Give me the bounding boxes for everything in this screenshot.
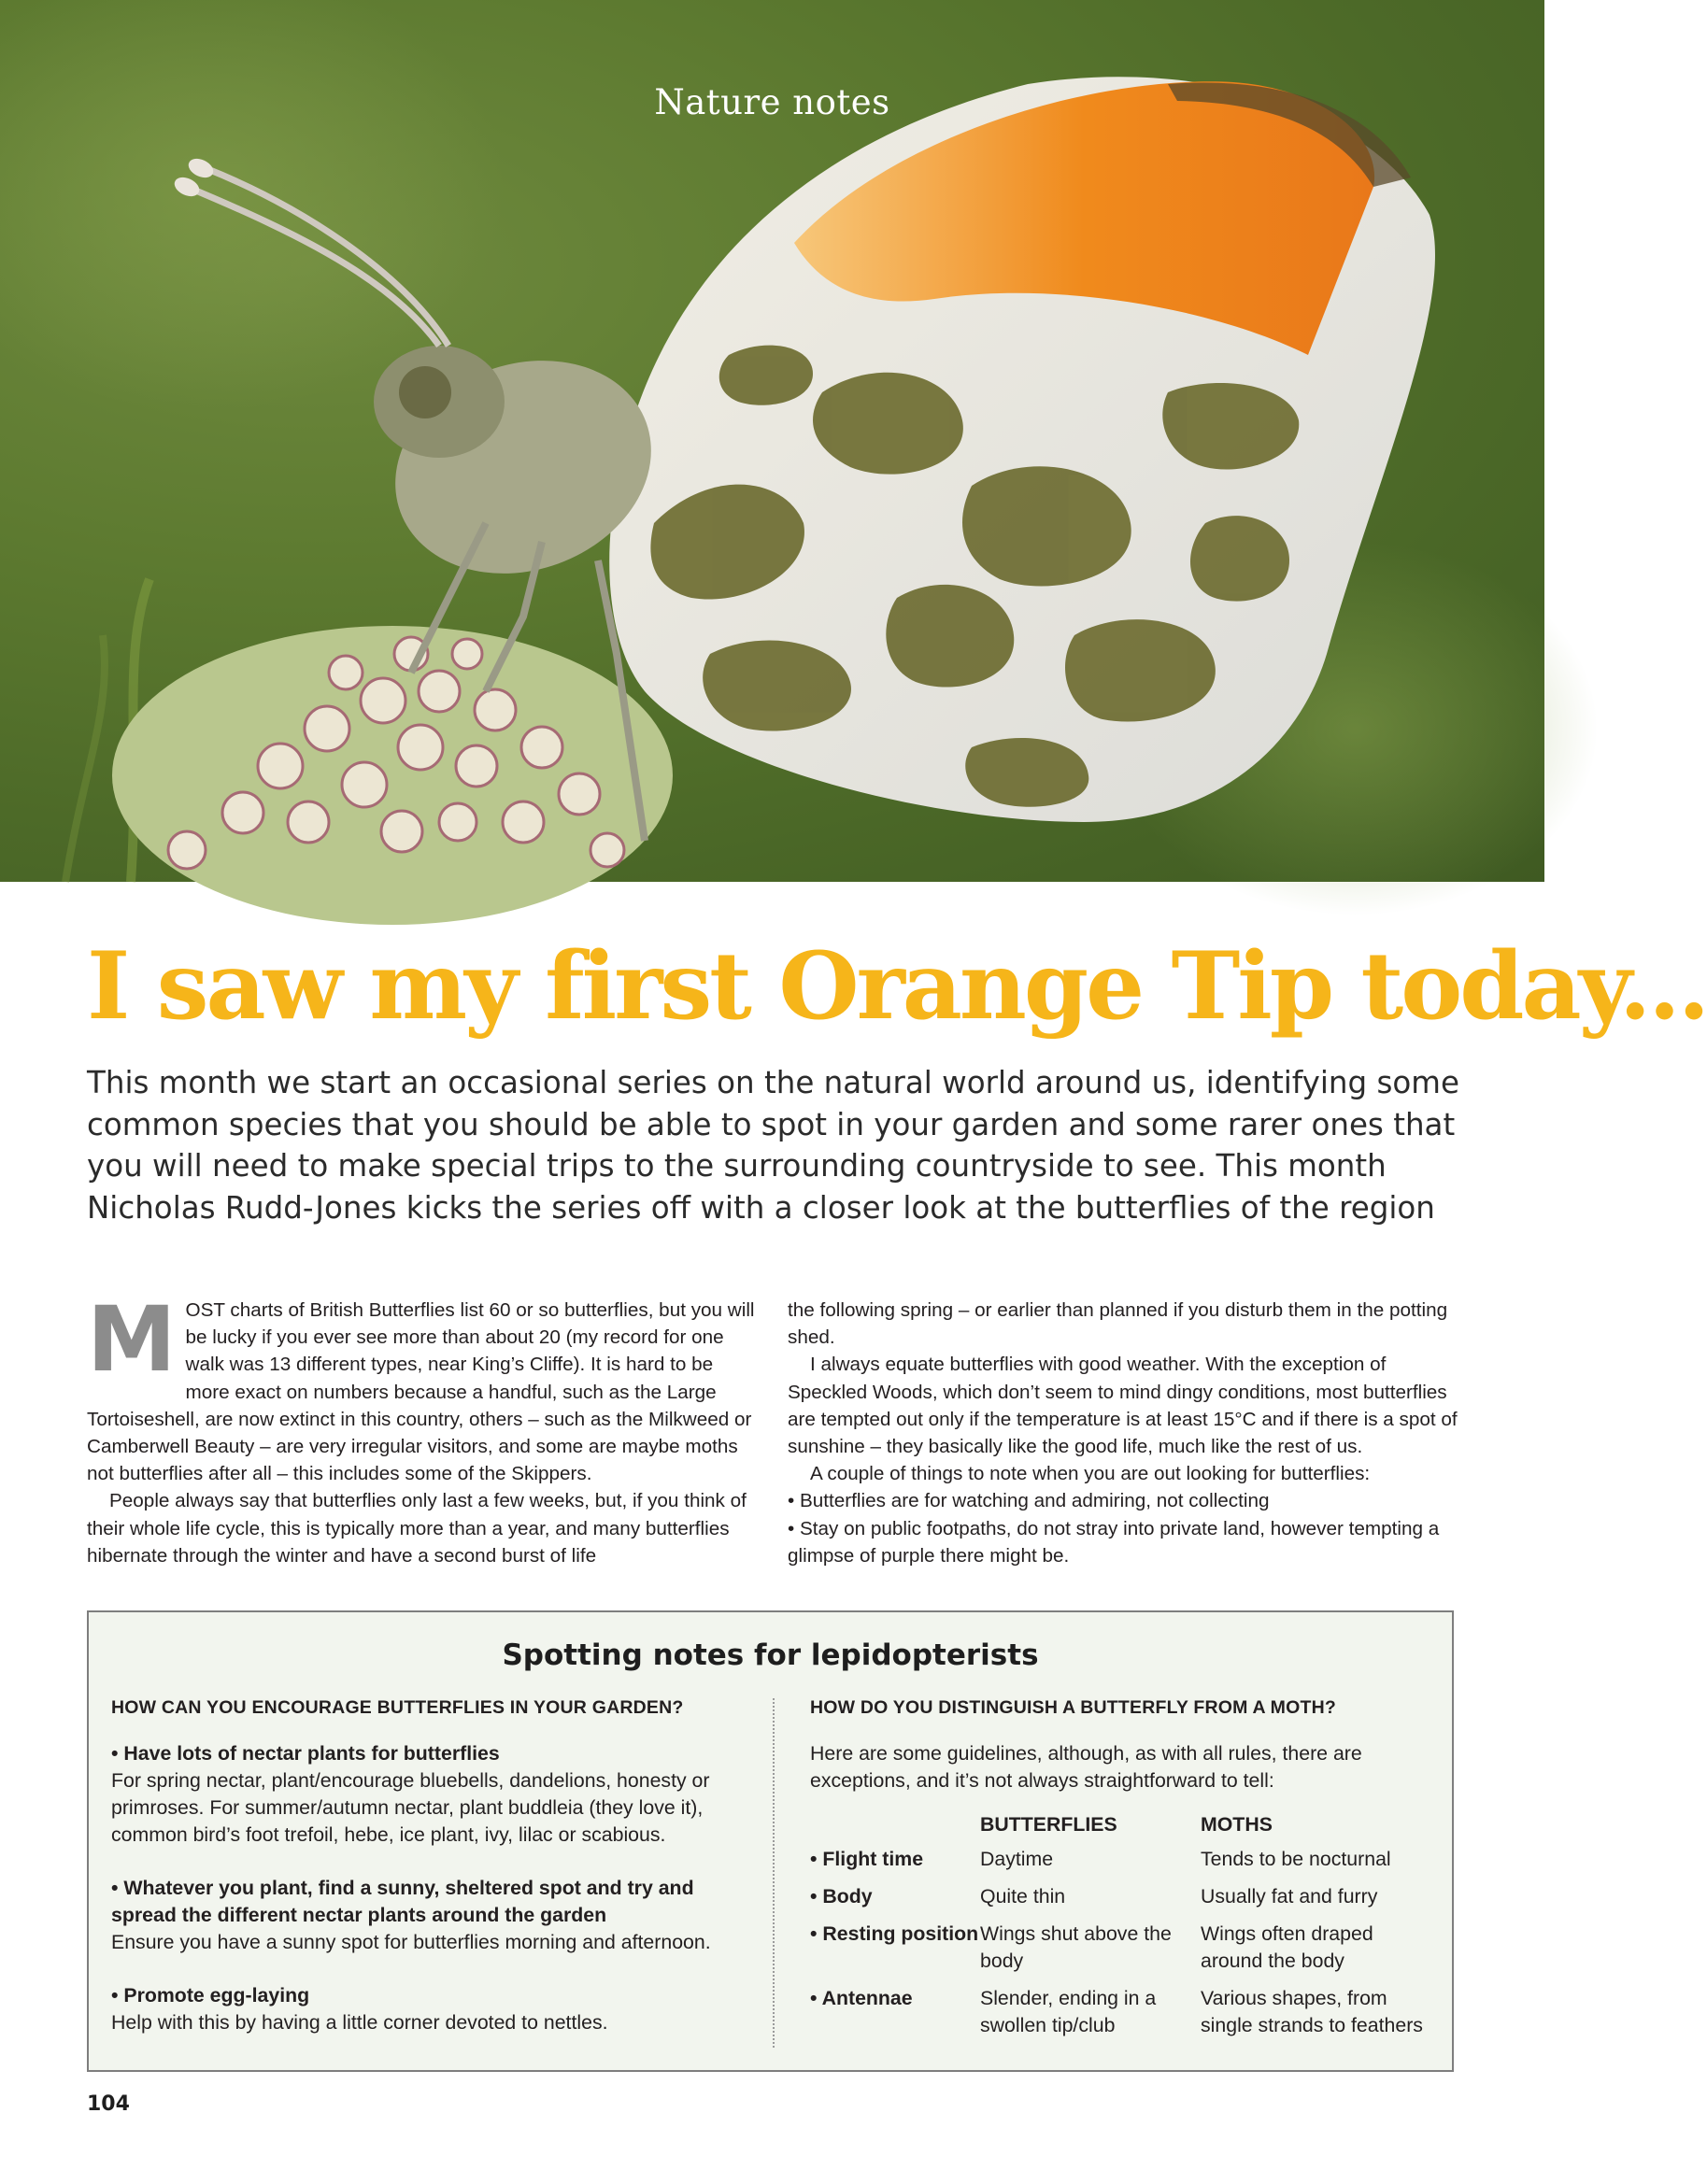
- butterfly-illustration: [0, 0, 1544, 882]
- page-number: 104: [87, 2092, 130, 2116]
- tip-title: • Promote egg-laying: [111, 1984, 310, 2007]
- comparison-intro: Here are some guidelines, although, as with all rules, there are exceptions, and it’s not always straightforward to tell:: [810, 1742, 1362, 1792]
- article-headline: I saw my first Orange Tip today...: [87, 932, 1707, 1041]
- butterfly-cell: Slender, ending in a swollen tip/club: [980, 1987, 1157, 2036]
- feature-cell: • Antennae: [810, 1987, 913, 2009]
- body-column-right: [788, 1297, 1458, 1569]
- table-header-row: [810, 1811, 1427, 1846]
- body-paragraph: A couple of things to note when you are out looking for butterflies:: [810, 1463, 1371, 1485]
- flower-head: [112, 626, 673, 925]
- butterfly-cell: Daytime: [980, 1848, 1054, 1870]
- table-row: [810, 1846, 1427, 1883]
- moth-cell: Tends to be nocturnal: [1201, 1848, 1391, 1870]
- body-paragraph: People always say that butterflies only last a few weeks, but, if you think of their whole life cycle, this is typically more than a year, and many butterflies hibernate through the winter and have a second burst of life: [87, 1490, 747, 1567]
- feature-cell: • Flight time: [810, 1848, 924, 1870]
- garden-tips-column: [111, 1695, 747, 2063]
- butterfly-cell: Wings shut above the body: [980, 1922, 1172, 1972]
- spotting-notes-box: [87, 1610, 1454, 2072]
- moth-cell: Wings often draped around the body: [1201, 1922, 1373, 1972]
- body-paragraph: MOST charts of British Butterflies list 60 or so butterflies, but you will be lucky if you ever see more than about 20 (my record for one walk was 13 different types, near King’s Cliffe). It is hard to be more exact on numbers because a handful, such as the Large Tortoiseshell, are now extinct in this country, others – such as the Milkweed or Camberwell Beauty – are very irregular visitors, and some are maybe moths not butterflies after all – this includes some of the Skippers.: [87, 1287, 755, 1485]
- body-column-left: [87, 1287, 758, 1569]
- body-paragraph: the following spring – or earlier than planned if you disturb them in the potting shed.: [788, 1299, 1448, 1349]
- tip-text: For spring nectar, plant/encourage bluebells, dandelions, honesty or primroses. For summer/autumn nectar, plant buddleia (they love it), common bird’s foot trefoil, hebe, ice plant, ivy, lilac or scabious.: [111, 1769, 710, 1846]
- tip-item: [111, 1875, 747, 1956]
- body-paragraph: I always equate butterflies with good weather. With the exception of Speckled Woods, which don’t seem to mind dingy conditions, most butterflies are tempted out only if the temperature is at least 15°C and if there is a spot of sunshine – they basically like the good life, much like the rest of us.: [788, 1354, 1458, 1458]
- tip-text: Help with this by having a little corner devoted to nettles.: [111, 2011, 608, 2034]
- tip-text: Ensure you have a sunny spot for butterflies morning and afternoon.: [111, 1931, 711, 1953]
- feature-cell: • Body: [810, 1885, 873, 1907]
- moth-cell: Various shapes, from single strands to feathers: [1201, 1987, 1423, 2036]
- article-standfirst: This month we start an occasional series on the natural world around us, identifying some common species that you should be able to spot in your garden and some rarer ones that you will need to make special trips to the surrounding countryside to see. This month Nicholas Rudd-Jones kicks the series off with a closer look at the butterflies of the region: [87, 1065, 1459, 1226]
- tip-item: [111, 1740, 747, 1849]
- table-header-butterflies: BUTTERFLIES: [980, 1813, 1117, 1836]
- table-row: [810, 1921, 1427, 1985]
- bullet-item: • Stay on public footpaths, do not stray into private land, however tempting a glimpse of purple there might be.: [788, 1517, 1440, 1567]
- table-row: [810, 1985, 1427, 2049]
- table-header-feature: [810, 1811, 980, 1846]
- comparison-table: [810, 1811, 1427, 2049]
- table-header-moths: MOTHS: [1201, 1813, 1273, 1836]
- table-row: [810, 1883, 1427, 1921]
- dotted-divider: [773, 1698, 775, 2048]
- section-label: Nature notes: [654, 82, 890, 122]
- butterfly-moth-column: [810, 1695, 1427, 2049]
- garden-tips-heading: HOW CAN YOU ENCOURAGE BUTTERFLIES IN YOUR GARDEN?: [111, 1697, 684, 1718]
- hero-photo: [0, 0, 1544, 882]
- box-title: Spotting notes for lepidopterists: [502, 1638, 1039, 1672]
- tip-title: • Whatever you plant, find a sunny, sheltered spot and try and spread the different nectar plants around the garden: [111, 1877, 694, 1926]
- butterfly-cell: Quite thin: [980, 1885, 1066, 1907]
- tip-title: • Have lots of nectar plants for butterflies: [111, 1742, 500, 1765]
- tip-item: [111, 1982, 747, 2036]
- drop-cap: M: [87, 1287, 177, 1392]
- butterfly-moth-heading: HOW DO YOU DISTINGUISH A BUTTERFLY FROM A MOTH?: [810, 1697, 1336, 1718]
- feature-cell: • Resting position: [810, 1922, 979, 1945]
- bullet-item: • Butterflies are for watching and admiring, not collecting: [788, 1490, 1270, 1512]
- moth-cell: Usually fat and furry: [1201, 1885, 1378, 1907]
